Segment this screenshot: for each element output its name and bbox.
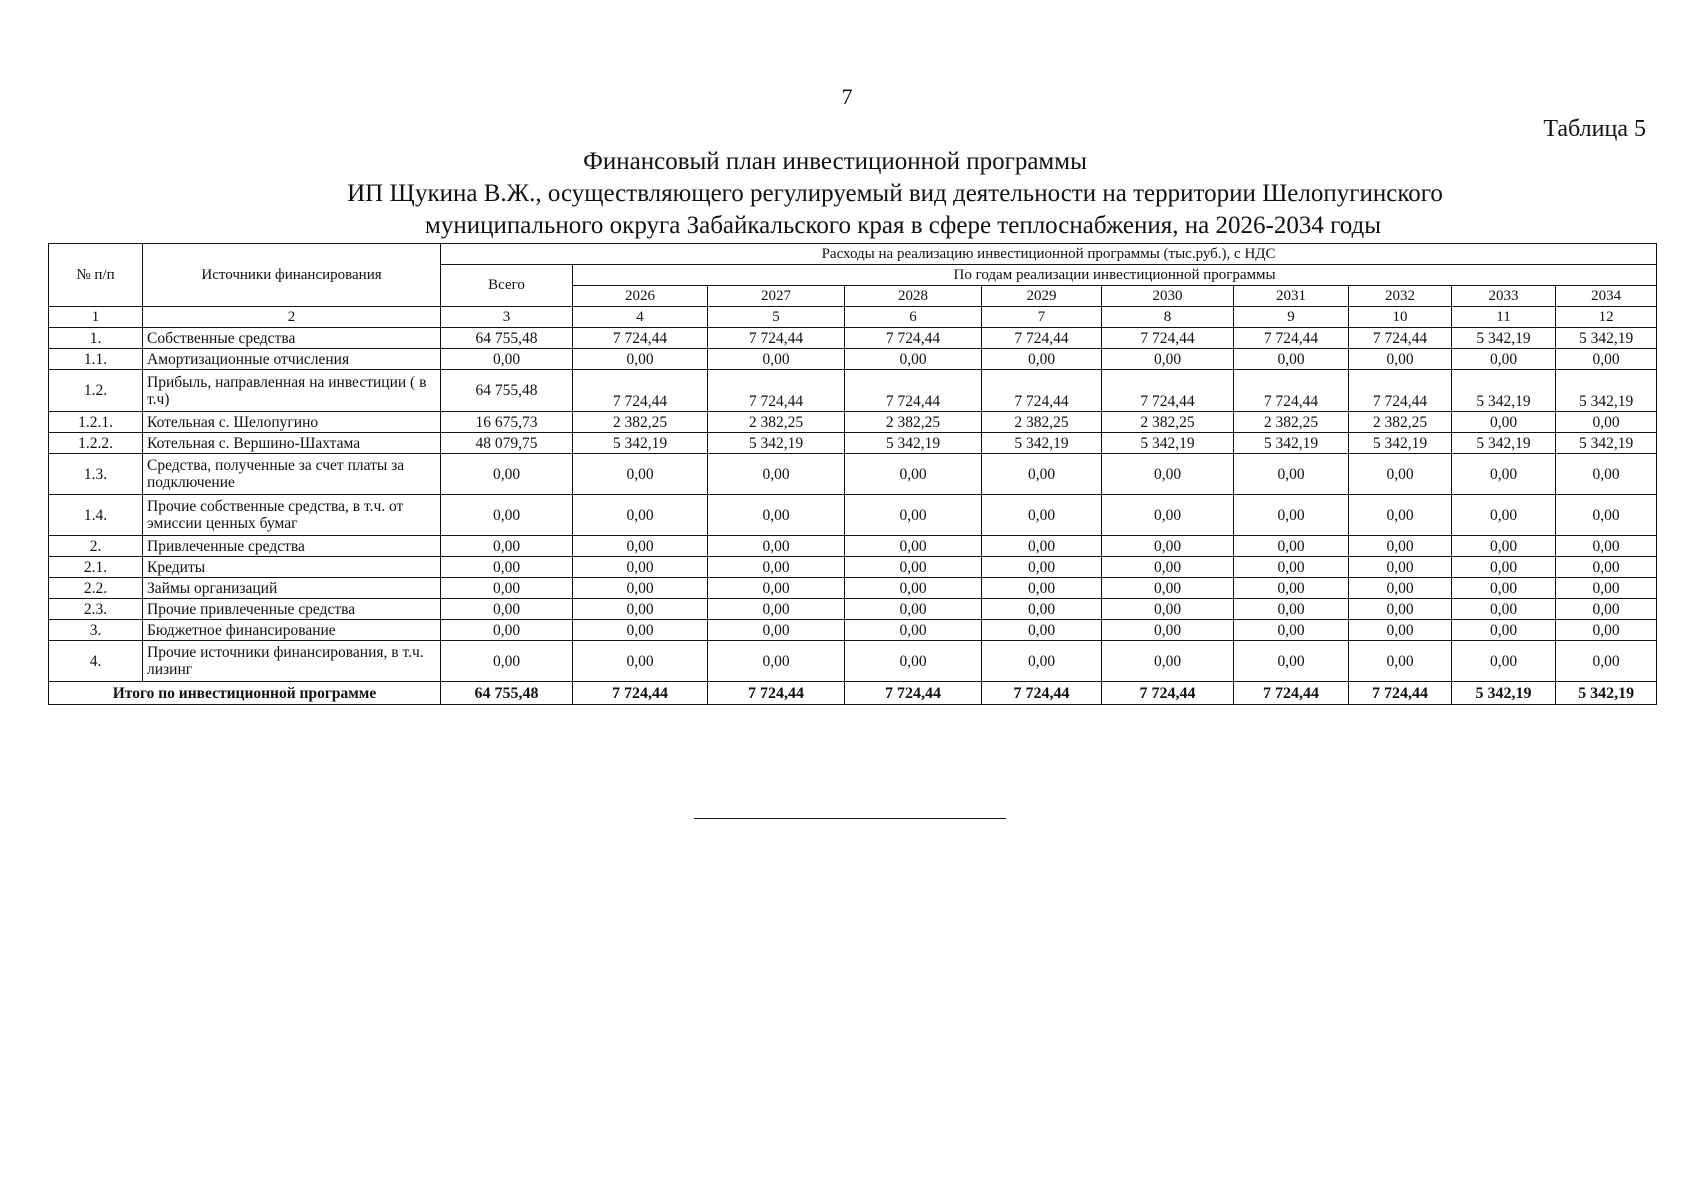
row-source-name: Прибыль, направленная на инвестиции ( в т.ч): [143, 370, 441, 412]
row-year-value: 0,00: [845, 620, 982, 641]
row-number: 2.: [49, 536, 143, 557]
row-year-value: 0,00: [845, 641, 982, 682]
row-year-value: 0,00: [708, 536, 845, 557]
row-year-value: 2 382,25: [1349, 412, 1452, 433]
row-year-value: 0,00: [845, 599, 982, 620]
header-index-row: [49, 307, 1657, 328]
row-year-value: 0,00: [1452, 641, 1556, 682]
row-year-value: 5 342,19: [573, 433, 708, 454]
row-year-value: 0,00: [573, 557, 708, 578]
header-col-index: 8: [1102, 307, 1234, 328]
header-total: Всего: [441, 265, 573, 307]
row-year-value: 5 342,19: [1556, 328, 1657, 349]
row-year-value: 5 342,19: [1102, 433, 1234, 454]
row-year-value: 0,00: [1234, 620, 1349, 641]
row-year-value: 0,00: [982, 495, 1102, 536]
total-year-value: 7 724,44: [573, 682, 708, 705]
row-year-value: 0,00: [1452, 495, 1556, 536]
total-year-value: 7 724,44: [982, 682, 1102, 705]
row-total: 0,00: [441, 495, 573, 536]
header-source: Источники финансирования: [143, 244, 441, 307]
row-source-name: Привлеченные средства: [143, 536, 441, 557]
row-year-value: 0,00: [573, 599, 708, 620]
header-year: 2031: [1234, 286, 1349, 307]
title-line-1: Финансовый план инвестиционной программы: [583, 148, 1087, 175]
row-year-value: 0,00: [1452, 557, 1556, 578]
row-total: 0,00: [441, 620, 573, 641]
page-number: 7: [841, 84, 853, 109]
row-year-value: 0,00: [845, 536, 982, 557]
row-year-value: 0,00: [1102, 599, 1234, 620]
title-line-2: ИП Щукина В.Ж., осуществляющего регулируемый вид деятельности на территории Шелопугинского: [347, 180, 1443, 207]
row-year-value: 0,00: [1556, 412, 1657, 433]
table-row: [49, 454, 1657, 495]
row-year-value: 0,00: [708, 454, 845, 495]
row-year-value: 0,00: [1349, 349, 1452, 370]
row-year-value: 2 382,25: [1102, 412, 1234, 433]
table-row: [49, 412, 1657, 433]
row-year-value: 0,00: [982, 536, 1102, 557]
row-year-value: 0,00: [1349, 620, 1452, 641]
row-number: 4.: [49, 641, 143, 682]
row-year-value: 0,00: [1556, 578, 1657, 599]
row-year-value: 0,00: [1349, 599, 1452, 620]
row-year-value: 5 342,19: [1452, 433, 1556, 454]
row-year-value: 0,00: [708, 495, 845, 536]
row-year-value: 0,00: [1102, 536, 1234, 557]
row-year-value: 0,00: [573, 349, 708, 370]
row-number: 1.2.: [49, 370, 143, 412]
table-row: [49, 641, 1657, 682]
row-year-value: 0,00: [982, 578, 1102, 599]
row-year-value: 0,00: [1452, 620, 1556, 641]
row-year-value: 0,00: [1102, 578, 1234, 599]
row-year-value: 5 342,19: [1234, 433, 1349, 454]
row-source-name: Средства, полученные за счет платы за подключение: [143, 454, 441, 495]
header-col-index: 10: [1349, 307, 1452, 328]
row-total: 64 755,48: [441, 370, 573, 412]
table-row: [49, 536, 1657, 557]
row-year-value: 7 724,44: [845, 370, 982, 412]
total-label: Итого по инвестиционной программе: [49, 682, 441, 705]
row-number: 1.2.1.: [49, 412, 143, 433]
header-year: 2028: [845, 286, 982, 307]
row-year-value: 0,00: [1556, 349, 1657, 370]
row-number: 1.3.: [49, 454, 143, 495]
row-year-value: 0,00: [845, 454, 982, 495]
row-year-value: 0,00: [708, 599, 845, 620]
header-col-index: 12: [1556, 307, 1657, 328]
row-year-value: 0,00: [1556, 557, 1657, 578]
row-year-value: 7 724,44: [573, 328, 708, 349]
total-row: [49, 682, 1657, 705]
header-col-index: 4: [573, 307, 708, 328]
row-year-value: 0,00: [1102, 454, 1234, 495]
row-number: 2.2.: [49, 578, 143, 599]
header-year: 2029: [982, 286, 1102, 307]
row-year-value: 5 342,19: [1452, 328, 1556, 349]
row-source-name: Амортизационные отчисления: [143, 349, 441, 370]
total-sum: 64 755,48: [441, 682, 573, 705]
table-row: [49, 328, 1657, 349]
row-number: 1.4.: [49, 495, 143, 536]
row-year-value: 2 382,25: [845, 412, 982, 433]
row-year-value: 0,00: [1234, 536, 1349, 557]
total-year-value: 5 342,19: [1556, 682, 1657, 705]
row-year-value: 0,00: [1556, 641, 1657, 682]
total-year-value: 7 724,44: [708, 682, 845, 705]
row-year-value: 0,00: [845, 495, 982, 536]
row-year-value: 7 724,44: [1349, 328, 1452, 349]
row-year-value: 0,00: [1102, 620, 1234, 641]
row-year-value: 5 342,19: [708, 433, 845, 454]
title-line-3: муниципального округа Забайкальского края в сфере теплоснабжения, на 2026-2034 годы: [425, 212, 1381, 239]
table-row: [49, 599, 1657, 620]
total-year-value: 7 724,44: [845, 682, 982, 705]
row-year-value: 0,00: [1556, 620, 1657, 641]
header-num: № п/п: [49, 244, 143, 307]
row-number: 1.2.2.: [49, 433, 143, 454]
row-year-value: 0,00: [982, 349, 1102, 370]
row-year-value: 0,00: [1234, 349, 1349, 370]
row-year-value: 0,00: [1556, 536, 1657, 557]
row-year-value: 0,00: [1452, 578, 1556, 599]
row-year-value: 7 724,44: [708, 370, 845, 412]
header-year: 2026: [573, 286, 708, 307]
row-year-value: 0,00: [1349, 454, 1452, 495]
row-year-value: 5 342,19: [982, 433, 1102, 454]
row-year-value: 0,00: [1556, 599, 1657, 620]
row-year-value: 0,00: [1102, 495, 1234, 536]
total-year-value: 7 724,44: [1349, 682, 1452, 705]
row-year-value: 2 382,25: [573, 412, 708, 433]
row-year-value: 0,00: [573, 578, 708, 599]
row-year-value: 0,00: [1452, 349, 1556, 370]
separator-line: [694, 818, 1006, 819]
row-year-value: 0,00: [1349, 495, 1452, 536]
row-year-value: 0,00: [1349, 536, 1452, 557]
total-year-value: 7 724,44: [1234, 682, 1349, 705]
row-year-value: 0,00: [845, 557, 982, 578]
header-col-index: 7: [982, 307, 1102, 328]
row-year-value: 7 724,44: [573, 370, 708, 412]
header-col-index: 5: [708, 307, 845, 328]
table-row: [49, 578, 1657, 599]
row-year-value: 7 724,44: [1102, 370, 1234, 412]
row-year-value: 0,00: [845, 349, 982, 370]
row-year-value: 0,00: [982, 620, 1102, 641]
row-source-name: Прочие собственные средства, в т.ч. от эмиссии ценных бумаг: [143, 495, 441, 536]
row-year-value: 0,00: [1234, 454, 1349, 495]
row-year-value: 5 342,19: [1349, 433, 1452, 454]
row-year-value: 0,00: [1102, 349, 1234, 370]
row-year-value: 0,00: [1349, 578, 1452, 599]
row-year-value: 0,00: [708, 641, 845, 682]
row-total: 64 755,48: [441, 328, 573, 349]
table-row: [49, 433, 1657, 454]
header-col-index: 3: [441, 307, 573, 328]
row-year-value: 0,00: [1452, 412, 1556, 433]
row-year-value: 0,00: [1234, 495, 1349, 536]
header-col-index: 6: [845, 307, 982, 328]
row-year-value: 0,00: [573, 641, 708, 682]
header-col-index: 2: [143, 307, 441, 328]
header-year: 2032: [1349, 286, 1452, 307]
header-year: 2034: [1556, 286, 1657, 307]
row-year-value: 0,00: [982, 641, 1102, 682]
row-year-value: 0,00: [1556, 454, 1657, 495]
table-row: [49, 495, 1657, 536]
row-year-value: 2 382,25: [708, 412, 845, 433]
table-row: [49, 557, 1657, 578]
row-year-value: 0,00: [1452, 599, 1556, 620]
row-year-value: 7 724,44: [982, 370, 1102, 412]
row-year-value: 0,00: [708, 557, 845, 578]
row-year-value: 0,00: [845, 578, 982, 599]
row-year-value: 0,00: [708, 349, 845, 370]
row-year-value: 0,00: [1234, 578, 1349, 599]
row-year-value: 5 342,19: [1556, 370, 1657, 412]
row-year-value: 7 724,44: [845, 328, 982, 349]
row-year-value: 0,00: [573, 495, 708, 536]
header-year: 2030: [1102, 286, 1234, 307]
row-total: 48 079,75: [441, 433, 573, 454]
row-total: 0,00: [441, 557, 573, 578]
row-year-value: 0,00: [1452, 536, 1556, 557]
row-year-value: 5 342,19: [845, 433, 982, 454]
table-row: [49, 370, 1657, 412]
row-year-value: 0,00: [1349, 557, 1452, 578]
row-number: 1.: [49, 328, 143, 349]
row-total: 0,00: [441, 578, 573, 599]
table-row: [49, 620, 1657, 641]
row-source-name: Кредиты: [143, 557, 441, 578]
total-year-value: 7 724,44: [1102, 682, 1234, 705]
header-col-index: 11: [1452, 307, 1556, 328]
row-source-name: Собственные средства: [143, 328, 441, 349]
row-year-value: 0,00: [1349, 641, 1452, 682]
header-year: 2027: [708, 286, 845, 307]
row-number: 1.1.: [49, 349, 143, 370]
total-year-value: 5 342,19: [1452, 682, 1556, 705]
row-year-value: 5 342,19: [1556, 433, 1657, 454]
row-total: 16 675,73: [441, 412, 573, 433]
row-year-value: 7 724,44: [1234, 370, 1349, 412]
table-row: [49, 349, 1657, 370]
row-year-value: 7 724,44: [708, 328, 845, 349]
row-year-value: 0,00: [708, 578, 845, 599]
row-year-value: 7 724,44: [982, 328, 1102, 349]
row-number: 3.: [49, 620, 143, 641]
row-year-value: 7 724,44: [1349, 370, 1452, 412]
row-year-value: 0,00: [708, 620, 845, 641]
table-label: Таблица 5: [1543, 116, 1646, 142]
header-col-index: 1: [49, 307, 143, 328]
row-year-value: 0,00: [1452, 454, 1556, 495]
financial-plan-table: [48, 243, 1657, 705]
row-source-name: Прочие привлеченные средства: [143, 599, 441, 620]
row-year-value: 2 382,25: [1234, 412, 1349, 433]
row-year-value: 0,00: [982, 557, 1102, 578]
row-source-name: Бюджетное финансирование: [143, 620, 441, 641]
row-year-value: 0,00: [573, 536, 708, 557]
row-source-name: Прочие источники финансирования, в т.ч. лизинг: [143, 641, 441, 682]
row-year-value: 7 724,44: [1234, 328, 1349, 349]
row-total: 0,00: [441, 599, 573, 620]
header-by-years: По годам реализации инвестиционной программы: [573, 265, 1657, 286]
row-total: 0,00: [441, 641, 573, 682]
row-year-value: 0,00: [982, 599, 1102, 620]
row-year-value: 0,00: [1556, 495, 1657, 536]
row-year-value: 7 724,44: [1102, 328, 1234, 349]
row-year-value: 0,00: [1102, 557, 1234, 578]
row-year-value: 0,00: [1234, 599, 1349, 620]
row-year-value: 0,00: [573, 620, 708, 641]
row-total: 0,00: [441, 349, 573, 370]
row-total: 0,00: [441, 536, 573, 557]
row-total: 0,00: [441, 454, 573, 495]
row-year-value: 0,00: [1234, 641, 1349, 682]
header-col-index: 9: [1234, 307, 1349, 328]
header-expenses: Расходы на реализацию инвестиционной программы (тыс.руб.), с НДС: [441, 244, 1657, 265]
row-year-value: 0,00: [1102, 641, 1234, 682]
header-year: 2033: [1452, 286, 1556, 307]
row-number: 2.3.: [49, 599, 143, 620]
row-year-value: 5 342,19: [1452, 370, 1556, 412]
row-year-value: 0,00: [1234, 557, 1349, 578]
row-year-value: 2 382,25: [982, 412, 1102, 433]
row-source-name: Котельная с. Шелопугино: [143, 412, 441, 433]
row-number: 2.1.: [49, 557, 143, 578]
row-year-value: 0,00: [982, 454, 1102, 495]
row-source-name: Котельная с. Вершино-Шахтама: [143, 433, 441, 454]
row-year-value: 0,00: [573, 454, 708, 495]
row-source-name: Займы организаций: [143, 578, 441, 599]
